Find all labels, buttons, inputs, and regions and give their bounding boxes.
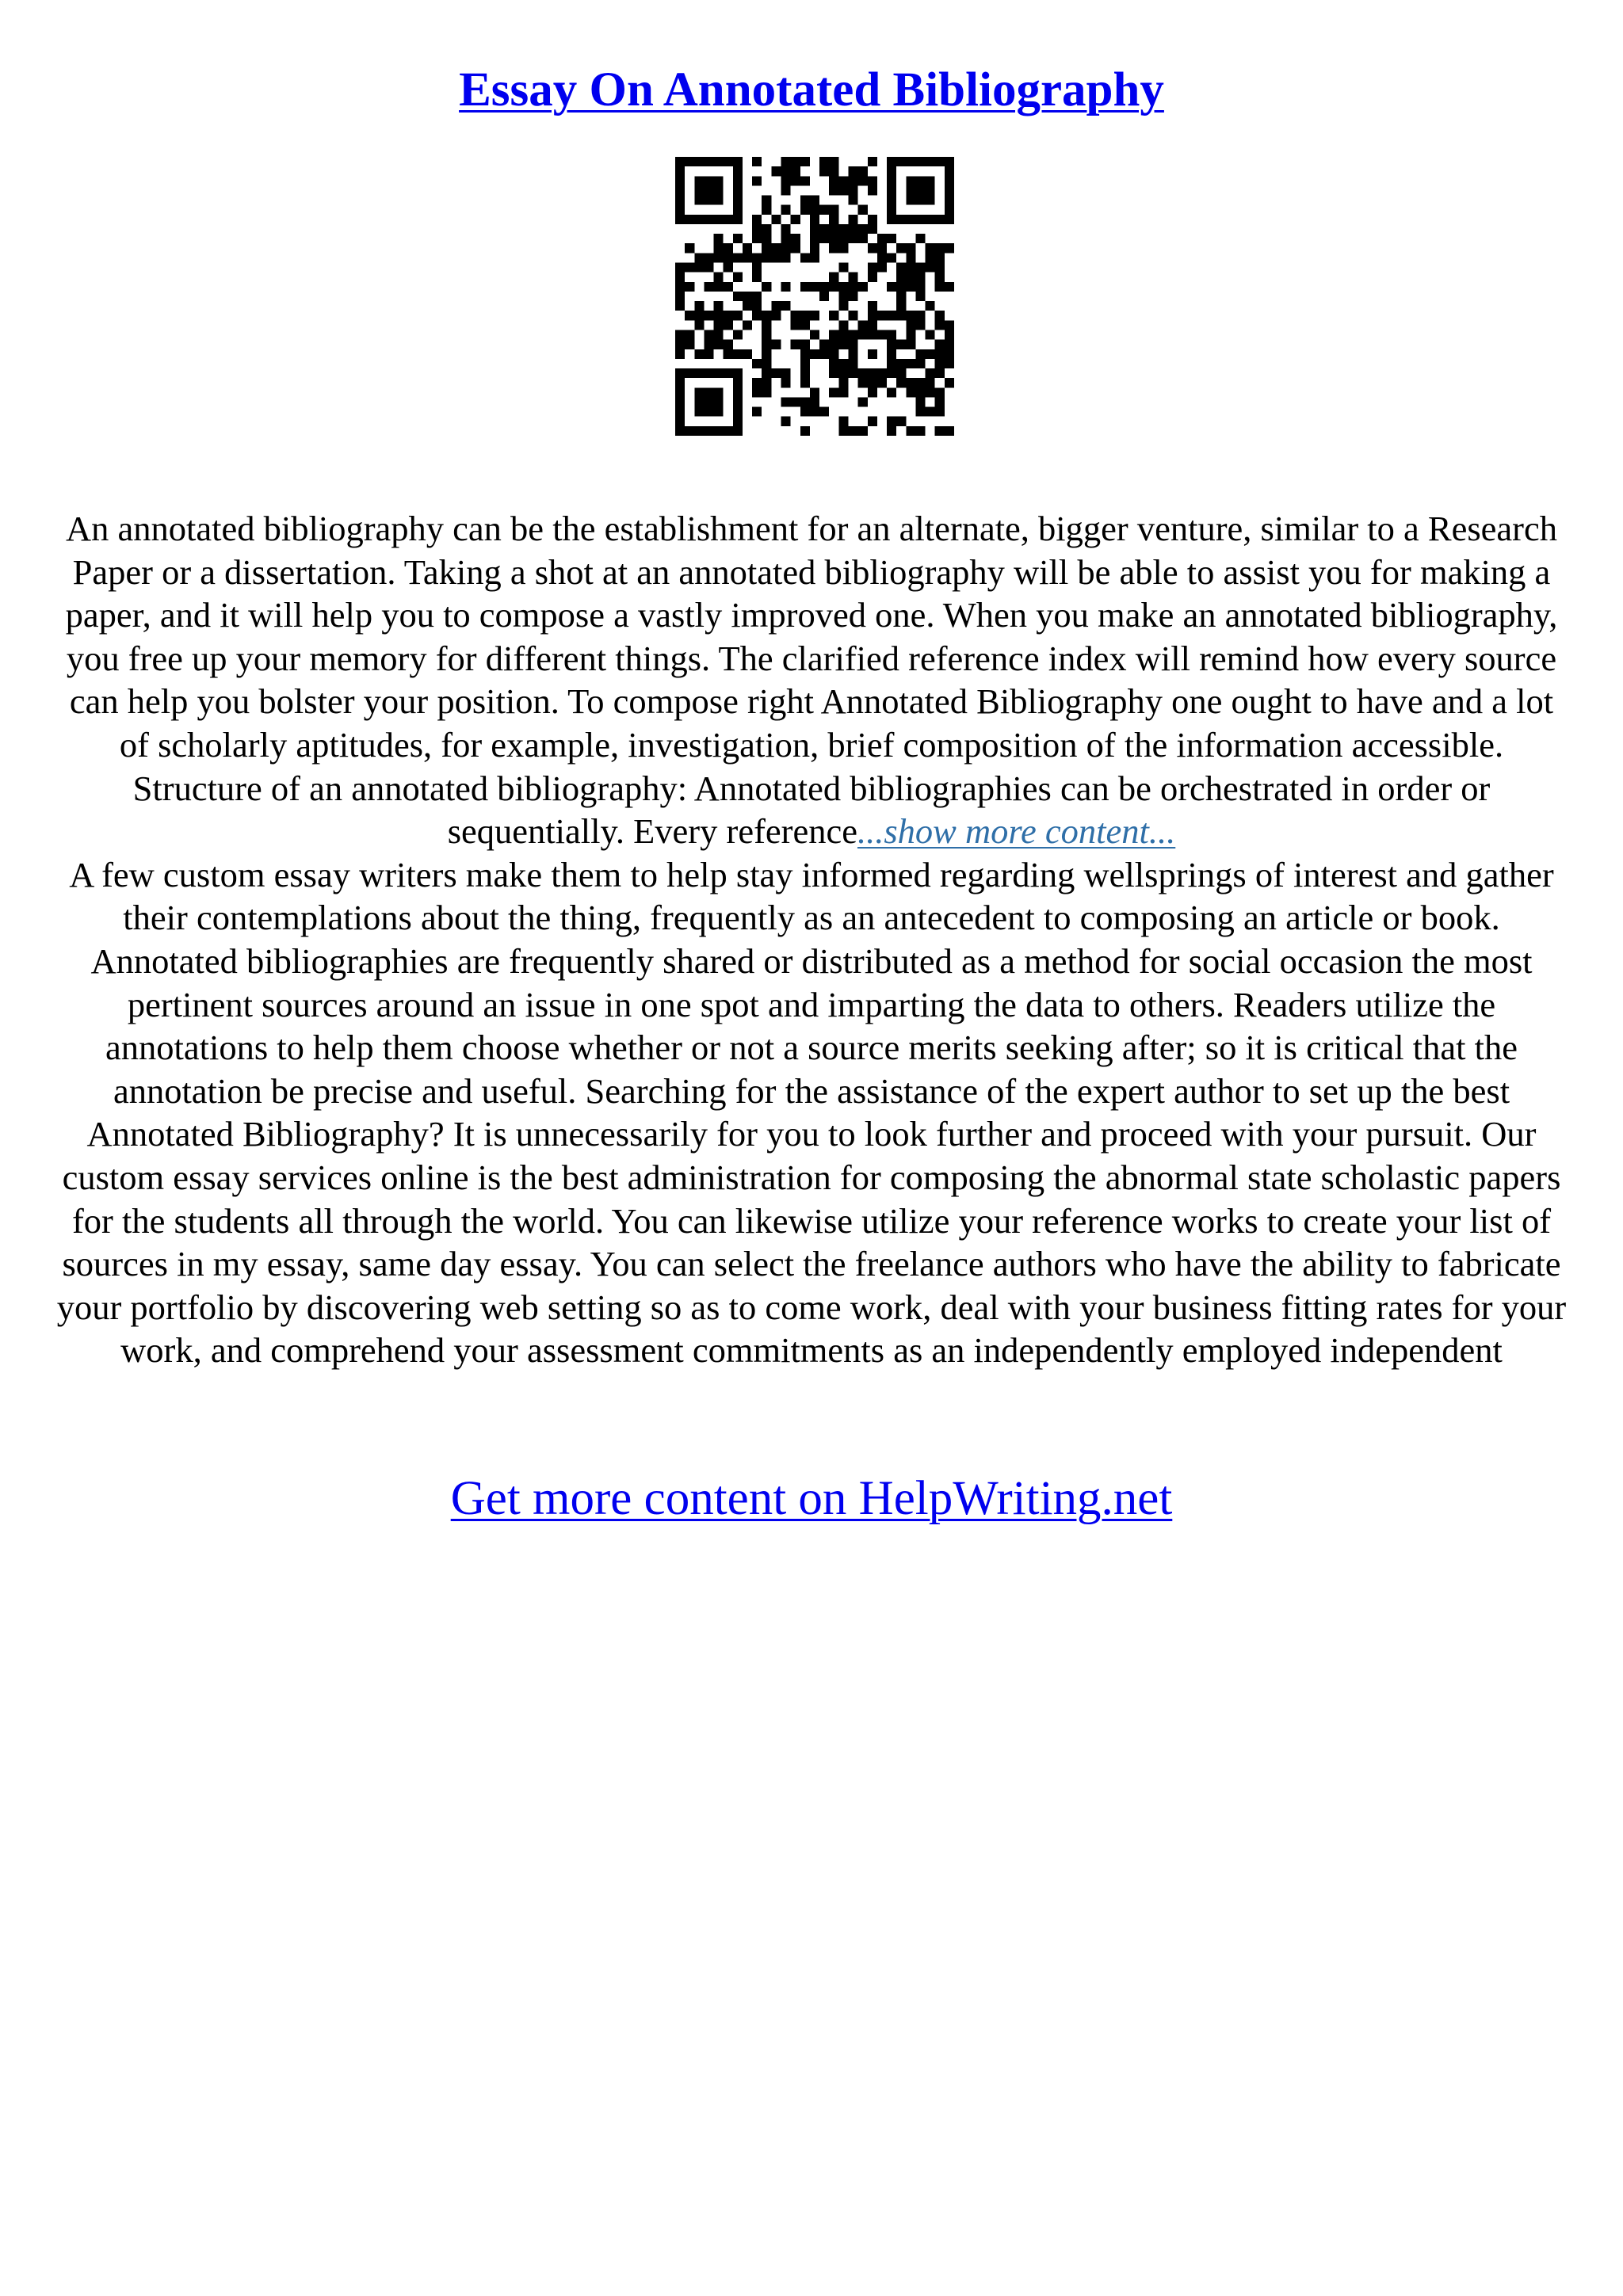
qr-code-icon: [675, 157, 954, 436]
footer-cta: [0, 1467, 1623, 1531]
document-title: [0, 59, 1623, 122]
helpwriting-link[interactable]: Get more content on HelpWriting.net: [450, 1472, 1173, 1525]
show-more-link[interactable]: ...show more content...: [857, 811, 1176, 852]
title-link[interactable]: Essay On Annotated Bibliography: [459, 63, 1164, 116]
essay-paragraph-1: An annotated bibliography can be the establishment for an alternate, bigger venture, similar to a Research Paper or a dissertation. Taking a shot at an annotated bibliography will be able to assist you for making a paper, and it will help you to compose a vastly improved one. When you make an annotated bibliography, you free up your memory for different things. The clarified reference index will remind how every source can help you bolster your position. To compose right Annotated Bibliography one ought to have and a lot of scholarly aptitudes, for example, investigation, brief composition of the information accessible. Structure of an annotated bibliography: Annotated bibliographies can be orchestrated in order or sequentially. Every reference: [65, 509, 1558, 852]
essay-paragraph-2: A few custom essay writers make them to help stay informed regarding wellsprings of interest and gather their contemplations about the thing, frequently as an antecedent to composing an article or book. Annotated bibliographies are frequently shared or distributed as a method for social occasion the most pertinent sources around an issue in one spot and imparting the data to others. Readers utilize the annotations to help them choose whether or not a source merits seeking after; so it is critical that the annotation be precise and useful. Searching for the assistance of the expert author to set up the best Annotated Bibliography? It is unnecessarily for you to look further and proceed with your pursuit. Our custom essay services online is the best administration for composing the abnormal state scholastic papers for the students all through the world. You can likewise utilize your reference works to create your list of sources in my essay, same day essay. You can select the freelance authors who have the ability to fabricate your portfolio by discovering web setting so as to come work, deal with your business fitting rates for your work, and comprehend your assessment commitments as an independently employed independent: [56, 854, 1567, 1371]
essay-body: [55, 507, 1568, 1372]
